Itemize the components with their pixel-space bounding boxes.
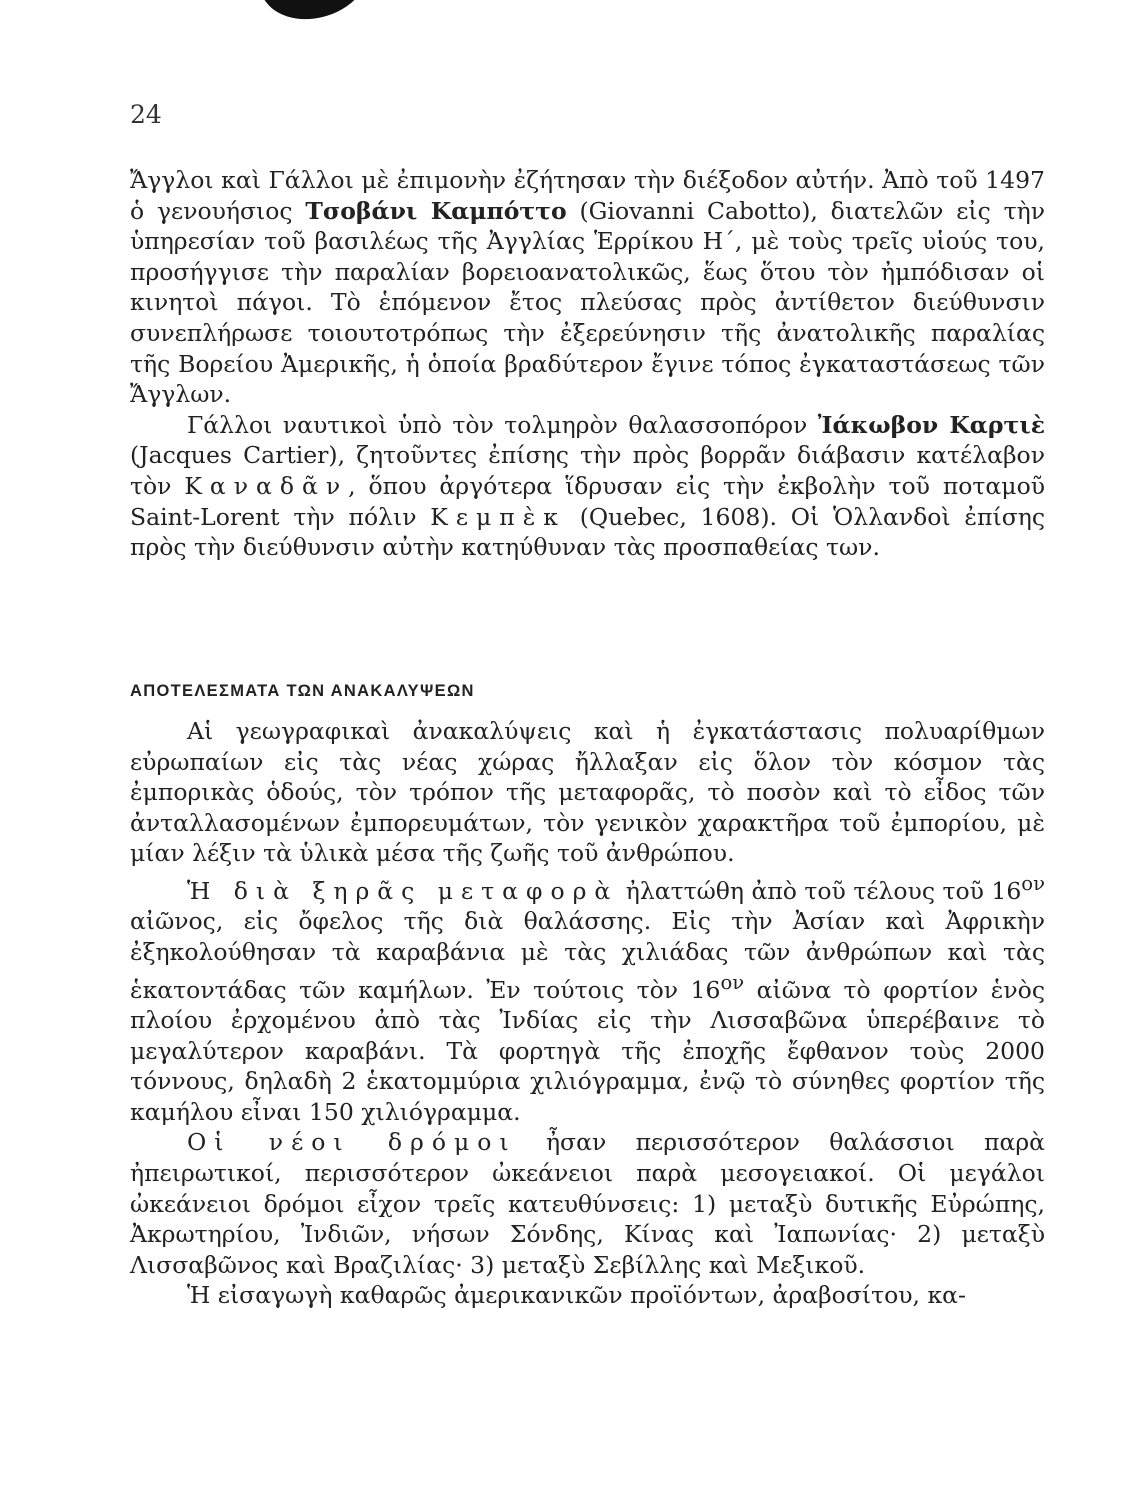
paragraph-results: Αἱ γεωγραφικαὶ ἀνακαλύψεις καὶ ἡ ἐγκατάστασις πολυαρίθμων εὐρωπαίων εἰς τὰς νέας χώρας ἤλλαξαν εἰς ὅλον τὸν κόσμον τὰς ἐμπορικὰς ὁδούς, τὸν τρόπον τῆς μεταφορᾶς, τὸ ποσὸν καὶ τὸ εἶδος τῶν ἀνταλλασομένων ἐμπορευμάτων, τὸν γενικὸν χαρακτῆρα τοῦ ἐμπορίου, μὲ μίαν λέξιν τὰ ὑλικὰ μέσα τῆς ζωῆς τοῦ ἀνθρώπου. [130, 717, 1045, 868]
paragraph-cabotto: Ἄγγλοι καὶ Γάλλοι μὲ ἐπιμονὴν ἐζήτησαν τὴν διέξοδον αὐτήν. Ἀπὸ τοῦ 1497 ὁ γενουήσιος Τσοβάνι Καμπόττο (Giovanni Cabotto), διατελῶν εἰς τὴν ὑπηρεσίαν τοῦ βασιλέως τῆς Ἀγγλίας Ἑρρίκου Η΄, μὲ τοὺς τρεῖς υἱούς του, προσήγγισε τὴν παραλίαν βορειοανατολικῶς, ἕως ὅτου τὸν ἠμπόδισαν οἱ κινητοὶ πάγοι. Τὸ ἑπόμενον ἔτος πλεύσας πρὸς ἀντίθετον διεύθυνσιν συνεπλήρωσε τοιουτοτρόπως τὴν ἐξερεύνησιν τῆς ἀνατολικῆς παραλίας τῆς Βορείου Ἀμερικῆς, ἡ ὁποία βραδύτερον ἔγινε τόπος ἐγκαταστάσεως τῶν Ἄγγλων. [130, 166, 1045, 409]
paragraph-land-transport: Ἡ διὰ ξηρᾶς μεταφορὰ ἠλαττώθη ἀπὸ τοῦ τέλους τοῦ $16^{o\nu}$ αἰῶνος, εἰς ὄφελος τῆς διὰ θαλάσσης. Εἰς τὴν Ἀσίαν καὶ Ἀφρικὴν ἐξηκολούθησαν τὰ καραβάνια μὲ τὰς χιλιάδας τῶν ἀνθρώπων καὶ τὰς ἑκατοντάδας τῶν καμήλων. Ἐν τούτοις τὸν $16^{o\nu}$ αἰῶνα τὸ φορτίον ἑνὸς πλοίου ἐρχομένου ἀπὸ τὰς Ἰνδίας εἰς τὴν Λισσαβῶνα ὑπερέβαινε τὸ μεγαλύτερον καραβάνι. Τὰ φορτηγὰ τῆς ἐποχῆς ἔφθανον τοὺς 2000 τόννους, δηλαδὴ 2 ἑκατομμύρια χιλιόγραμμα, ἐνῷ τὸ σύνηθες φορτίον τῆς καμήλου εἶναι 150 χιλιόγραμμα. [130, 871, 1045, 1126]
spaced-land-transport: Ἡ διὰ ξηρᾶς μεταφορὰ [187, 876, 619, 905]
spaced-quebec: Κεμπὲκ [430, 502, 566, 531]
paragraph-cartier: Γάλλοι ναυτικοὶ ὑπὸ τὸν τολμηρὸν θαλασσοπόρον Ἰάκωβον Καρτιὲ (Jacques Cartier), ζητοῦντες ἐπίσης τὴν πρὸς βορρᾶν διάβασιν κατέλαβον τὸν Καναδᾶν, ὅπου ἀργότερα ἵδρυσαν εἰς τὴν ἐκβολὴν τοῦ ποταμοῦ Saint-Lorent τὴν πόλιν Κεμπὲκ (Quebec, 1608). Οἱ Ὁλλανδοὶ ἐπίσης πρὸς τὴν διεύθυνσιν αὐτὴν κατηύθυναν τὰς προσπαθείας των. [130, 410, 1045, 562]
name-cartier: Ἰάκωβον Καρτιὲ [817, 410, 1045, 439]
paragraph-imports: Ἡ εἰσαγωγὴ καθαρῶς ἀμερικανικῶν προϊόντων, ἀραβοσίτου, κα- [187, 1281, 966, 1310]
spaced-canada: Καναδᾶν [184, 471, 349, 500]
ink-blot [259, 0, 374, 25]
section-heading: ΑΠΟΤΕΛΕΣΜΑΤΑ ΤΩΝ ΑΝΑΚΑΛΥΨΕΩΝ [130, 682, 475, 700]
name-cabotto: Τσοβάνι Καμπόττο [305, 196, 567, 225]
discoveries-text [130, 165, 1045, 563]
page-number: 24 [130, 100, 162, 129]
spaced-new-routes: Οἱ νέοι δρόμοι [187, 1128, 517, 1157]
results-text [130, 716, 1045, 1311]
paragraph-new-routes: Οἱ νέοι δρόμοι ἦσαν περισσότερον θαλάσσιοι παρὰ ἠπειρωτικοί, περισσότερον ὠκεάνειοι παρὰ μεσογειακοί. Οἱ μεγάλοι ὠκεάνειοι δρόμοι εἶχον τρεῖς κατευθύνσεις: 1) μεταξὺ δυτικῆς Εὐρώπης, Ἀκρωτηρίου, Ἰνδιῶν, νήσων Σόνδης, Κίνας καὶ Ἰαπωνίας· 2) μεταξὺ Λισσαβῶνος καὶ Βραζιλίας· 3) μεταξὺ Σεβίλλης καὶ Μεξικοῦ. [130, 1128, 1045, 1279]
